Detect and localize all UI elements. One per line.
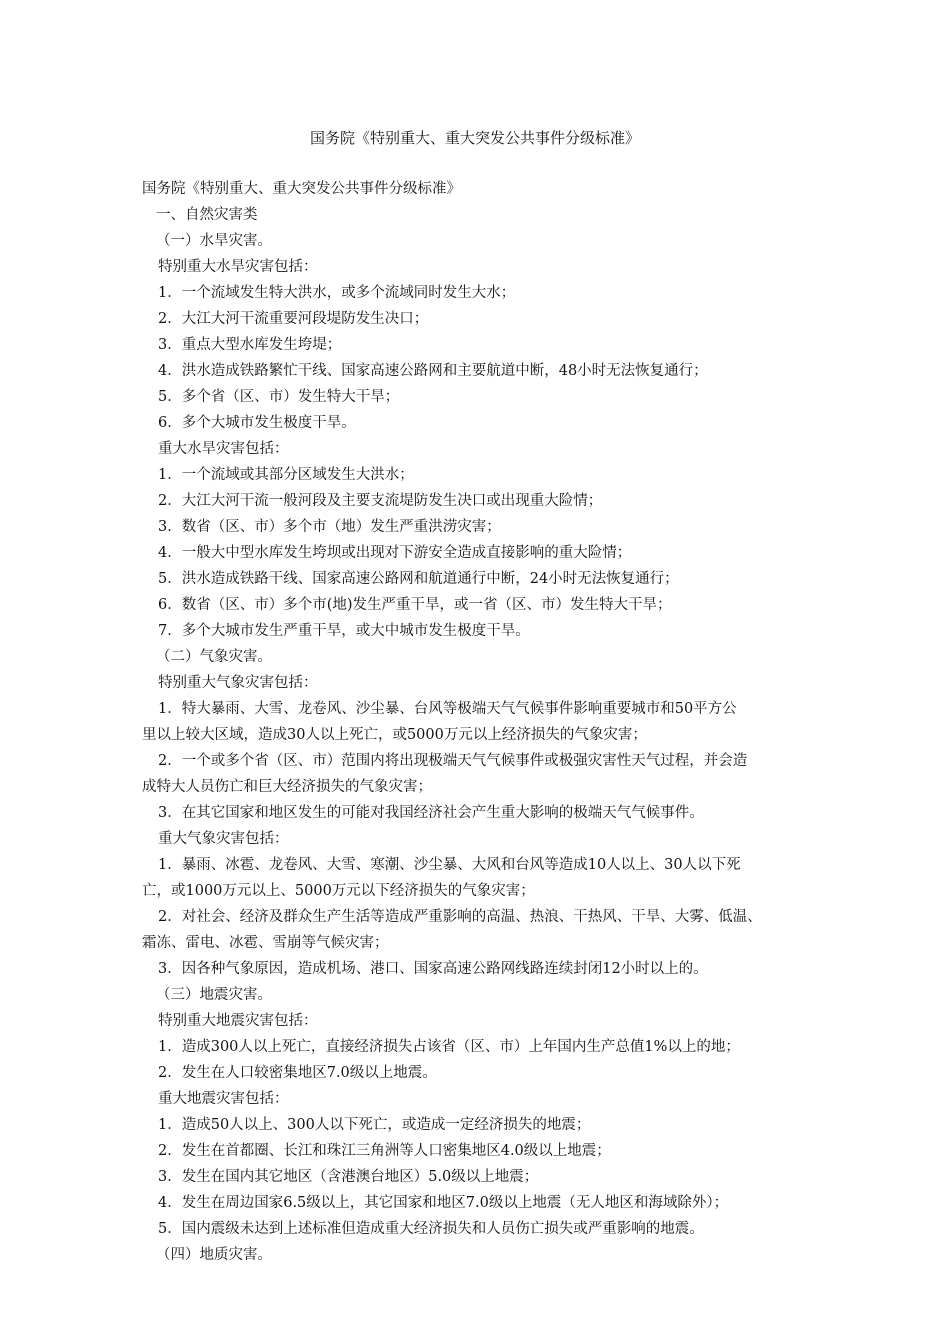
- list-item: 3．重点大型水库发生垮堤；: [158, 337, 342, 353]
- list-item: 4．一般大中型水库发生垮坝或出现对下游安全造成直接影响的重大险情；: [158, 545, 632, 561]
- list-item: 1．一个流域发生特大洪水，或多个流域同时发生大水；: [158, 285, 516, 301]
- document-title: 国务院《特别重大、重大突发公共事件分级标准》: [309, 129, 640, 147]
- subsection-heading: （一）水旱灾害。: [156, 233, 272, 249]
- category-heading: 特别重大地震灾害包括：: [158, 1013, 318, 1029]
- list-item: 6．多个大城市发生极度干旱。: [158, 415, 356, 431]
- list-item: 5．洪水造成铁路干线、国家高速公路网和航道通行中断，24小时无法恢复通行；: [158, 571, 679, 587]
- list-item: 7．多个大城市发生严重干旱，或大中城市发生极度干旱。: [158, 623, 530, 639]
- subsection-heading: （三）地震灾害。: [156, 987, 272, 1003]
- list-item: 2．对社会、经济及群众生产生活等造成严重影响的高温、热浪、干热风、干旱、大雾、低温、: [158, 909, 762, 925]
- list-item: 1．造成300人以上死亡，直接经济损失占该省（区、市）上年国内生产总值1%以上的地；: [158, 1039, 740, 1055]
- list-item: 3．发生在国内其它地区（含港澳台地区）5.0级以上地震；: [158, 1169, 539, 1185]
- subsection-heading: （四）地质灾害。: [156, 1247, 272, 1263]
- document-body: [142, 176, 822, 1268]
- list-item-continuation: 里以上较大区域，造成30人以上死亡，或5000万元以上经济损失的气象灾害；: [142, 727, 647, 743]
- list-item: 5．国内震级未达到上述标准但造成重大经济损失和人员伤亡损失或严重影响的地震。: [158, 1221, 704, 1237]
- list-item-continuation: 成特大人员伤亡和巨大经济损失的气象灾害；: [142, 779, 432, 795]
- list-item: 1．暴雨、冰雹、龙卷风、大雪、寒潮、沙尘暴、大风和台风等造成10人以上、30人以下死: [158, 857, 741, 873]
- list-item: 1．一个流域或其部分区域发生大洪水；: [158, 467, 414, 483]
- list-item: 2．发生在人口较密集地区7.0级以上地震。: [158, 1065, 437, 1081]
- list-item-continuation: 亡，或1000万元以上、5000万元以下经济损失的气象灾害；: [142, 883, 535, 899]
- category-heading: 重大水旱灾害包括：: [158, 441, 289, 457]
- body-heading: 国务院《特别重大、重大突发公共事件分级标准》: [142, 181, 461, 197]
- list-item: 2．一个或多个省（区、市）范围内将出现极端天气气候事件或极强灾害性天气过程，并会造: [158, 753, 748, 769]
- category-heading: 重大气象灾害包括：: [158, 831, 289, 847]
- list-item: 3．在其它国家和地区发生的可能对我国经济社会产生重大影响的极端天气气候事件。: [158, 805, 704, 821]
- list-item: 1．特大暴雨、大雪、龙卷风、沙尘暴、台风等极端天气气候事件影响重要城市和50平方公: [158, 701, 737, 717]
- list-item: 4．发生在周边国家6.5级以上，其它国家和地区7.0级以上地震（无人地区和海域除外）；: [158, 1195, 729, 1211]
- section-heading: 一、自然灾害类: [156, 207, 258, 223]
- list-item: 6．数省（区、市）多个市(地)发生严重干旱，或一省（区、市）发生特大干旱；: [158, 597, 672, 613]
- subsection-heading: （二）气象灾害。: [156, 649, 272, 665]
- category-heading: 重大地震灾害包括：: [158, 1091, 289, 1107]
- list-item: 3．数省（区、市）多个市（地）发生严重洪涝灾害；: [158, 519, 501, 535]
- list-item-continuation: 霜冻、雷电、冰雹、雪崩等气候灾害；: [142, 935, 389, 951]
- category-heading: 特别重大水旱灾害包括：: [158, 259, 318, 275]
- list-item: 1．造成50人以上、300人以下死亡，或造成一定经济损失的地震；: [158, 1117, 591, 1133]
- list-item: 2．大江大河干流重要河段堤防发生决口；: [158, 311, 429, 327]
- list-item: 3．因各种气象原因，造成机场、港口、国家高速公路网线路连续封闭12小时以上的。: [158, 961, 708, 977]
- list-item: 2．大江大河干流一般河段及主要支流堤防发生决口或出现重大险情；: [158, 493, 603, 509]
- list-item: 2．发生在首都圈、长江和珠江三角洲等人口密集地区4.0级以上地震；: [158, 1143, 611, 1159]
- category-heading: 特别重大气象灾害包括：: [158, 675, 318, 691]
- list-item: 5．多个省（区、市）发生特大干旱；: [158, 389, 400, 405]
- list-item: 4．洪水造成铁路繁忙干线、国家高速公路网和主要航道中断，48小时无法恢复通行；: [158, 363, 708, 379]
